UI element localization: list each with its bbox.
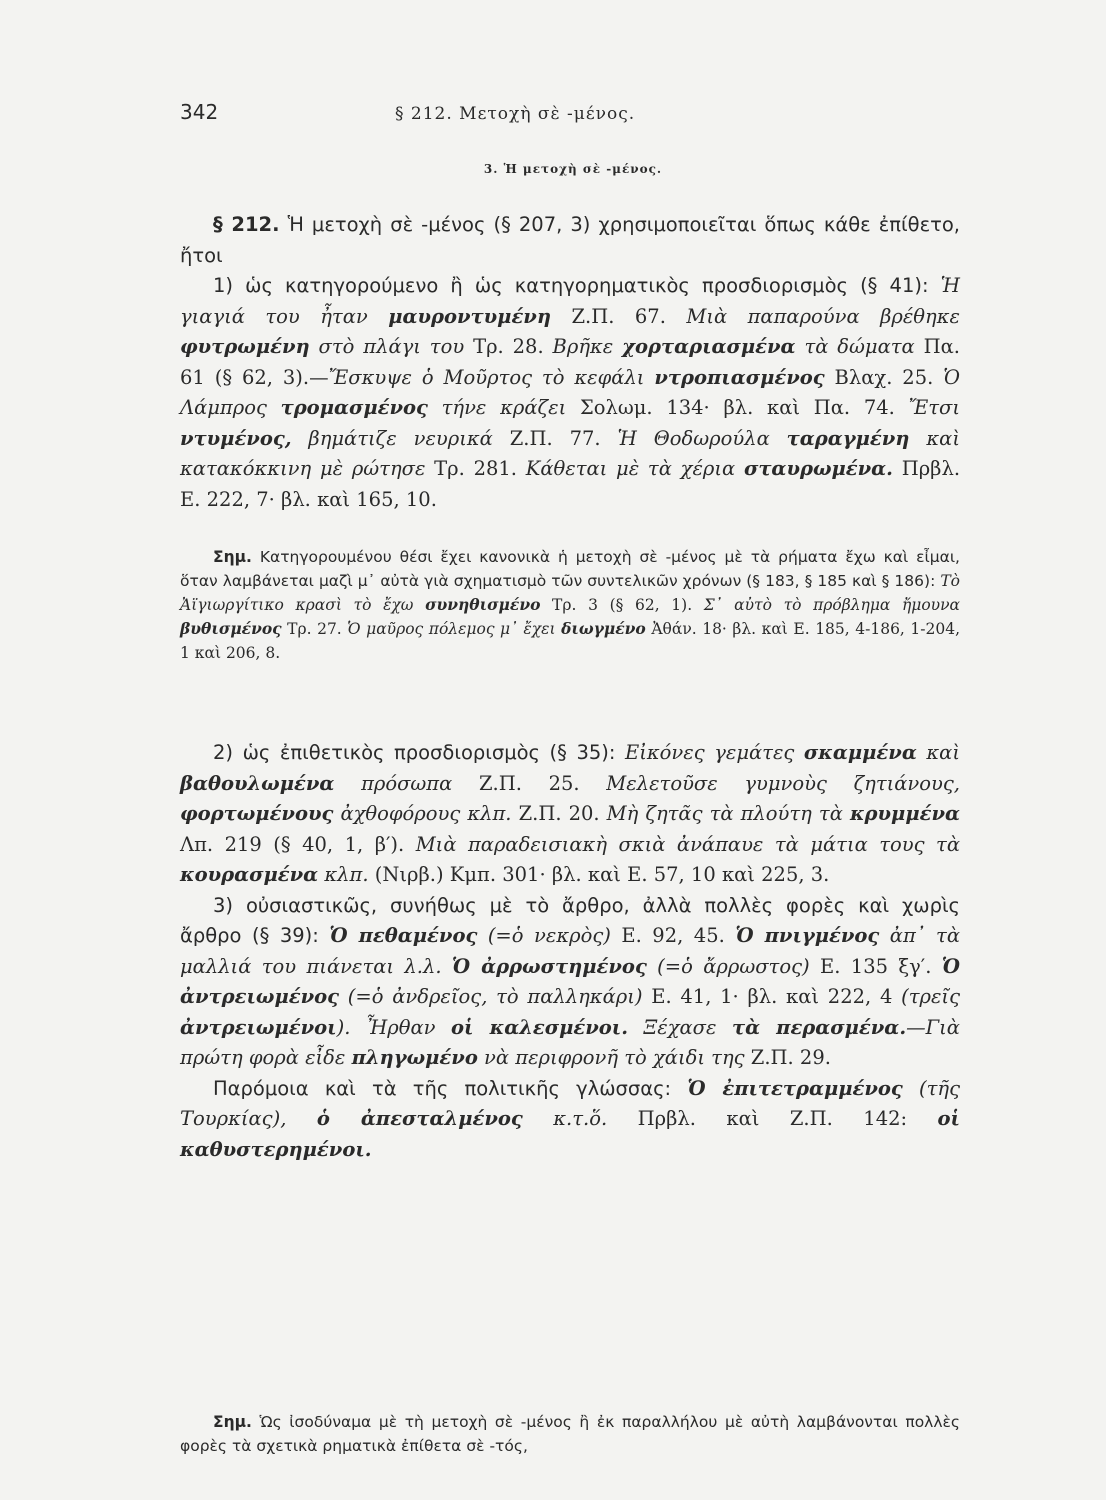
item-3: 3) οὐσιαστικῶς, συνήθως μὲ τὸ ἄρθρο, ἀλλὰ πολλὲς φορὲς καὶ χωρὶς ἄρθρο (§ 39): Ὁ πεθαμένος (=ὁ νεκρὸς) Ε. 92, 45. Ὁ πνιγμένος ἀπ᾽ τὰ μαλλιά του πιάνεται λ.λ. Ὁ ἀρρωστημένος (=ὁ ἄρρωστος) Ε. 135 ξγ′. Ὁ ἀντρειωμένος (=ὁ ἀνδρεῖος, τὸ παλληκάρι) Ε. 41, 1· βλ. καὶ 222, 4 (τρεῖς ἀντρειωμένοι). Ἦρθαν οἱ καλεσμένοι. Ξέχασε τὰ περασμένα.—Γιὰ πρώτη φορὰ εἶδε πληγωμένο νὰ περιφρονῆ τὸ χάιδι της Ζ.Π. 29. — [180, 893, 960, 1069]
running-title: § 212. Μετοχὴ σὲ -μένος. — [395, 104, 636, 124]
item-1: 1) ὡς κατηγορούμενο ἢ ὡς κατηγορηματικὸς προσδιορισμὸς (§ 41): Ἡ γιαγιά του ἦταν μαυροντυμένη Ζ.Π. 67. Μιὰ παπαρούνα βρέθηκε φυτρωμένη στὸ πλάγι του Τρ. 28. Βρῆκε χορταριασμένα τὰ δώματα Πα. 61 (§ 62, 3).—Ἔσκυψε ὁ Μοῦρτος τὸ κεφάλι ντροπιασμένος Βλαχ. 25. Ὁ Λάμπρος τρομασμένος τήνε κράζει Σολωμ. 134· βλ. καὶ Πα. 74. Ἔτσι ντυμένος, βημάτιζε νευρικά Ζ.Π. 77. Ἡ Θοδωρούλα ταραγμένη καὶ κατακόκκινη μὲ ρώτησε Τρ. 281. Κάθεται μὲ τὰ χέρια σταυρωμένα. Πρβλ. Ε. 222, 7· βλ. καὶ 165, 10. — [180, 274, 961, 511]
item-2: 2) ὡς ἐπιθετικὸς προσδιορισμὸς (§ 35): Εἰκόνες γεμάτες σκαμμένα καὶ βαθουλωμένα πρόσωπα Ζ.Π. 25. Μελετοῦσε γυμνοὺς ζητιάνους, φορτωμένους ἀχθοφόρους κλπ. Ζ.Π. 20. Μὴ ζητᾶς τὰ πλούτη τὰ κρυμμένα Λπ. 219 (§ 40, 1, β′). Μιὰ παραδεισιακὴ σκιὰ ἀνάπαυε τὰ μάτια τους τὰ κουρασμένα κλπ. (Νιρβ.) Κμπ. 301· βλ. καὶ Ε. 57, 10 καὶ 225, 3. — [180, 741, 961, 886]
page-number: 342 — [180, 100, 219, 124]
politics-paragraph: Παρόμοια καὶ τὰ τῆς πολιτικῆς γλώσσας: Ὁ ἐπιτετραμμένος (τῆς Τουρκίας), ὁ ἀπεσταλμένος κ.τ.ὅ. Πρβλ. καὶ Ζ.Π. 142: οἱ καθυστερημένοι. — [180, 1076, 960, 1161]
paragraph-212 — [180, 210, 960, 515]
note-label: Σημ. — [213, 548, 252, 566]
section-heading: 3. Ἡ μετοχὴ σὲ -μένος. — [483, 162, 663, 176]
note-label: Σημ. — [213, 1413, 252, 1431]
running-header — [180, 100, 960, 140]
note-2: Σημ. Ὡς ἰσοδύναμα μὲ τὴ μετοχὴ σὲ -μένος ἢ ἐκ παραλλήλου μὲ αὐτὴ λαμβάνονται πολλὲς φορὲς τὰ σχετικὰ ρηματικὰ ἐπίθετα σὲ -τός, — [180, 1413, 960, 1455]
paragraph-212-intro: § 212. Ἡ μετοχὴ σὲ -μένος (§ 207, 3) χρησιμοποιεῖται ὅπως κάθε ἐπίθετο, ἤτοι — [180, 213, 960, 267]
items-2-3 — [180, 738, 960, 1165]
note-1: Σημ. Κατηγορουμένου θέσι ἔχει κανονικὰ ἡ μετοχὴ σὲ -μένος μὲ τὰ ρήματα ἔχω καὶ εἶμαι, ὅταν λαμβάνεται μαζὶ μ᾽ αὐτὰ γιὰ σχηματισμὸ τῶν συντελικῶν χρόνων (§ 183, § 185 καὶ § 186): Τὸ Ἀϊγιωργίτικο κρασὶ τὸ ἔχω συνηθισμένο Τρ. 3 (§ 62, 1). Σ᾽ αὐτὸ τὸ πρόβλημα ἤμουνα βυθισμένος Τρ. 27. Ὁ μαῦρος πόλεμος μ᾽ ἔχει διωγμένο Ἀθάν. 18· βλ. καὶ Ε. 185, 4-186, 1-204, 1 καὶ 206, 8. — [180, 548, 961, 662]
section-number: § 212. — [213, 213, 280, 236]
